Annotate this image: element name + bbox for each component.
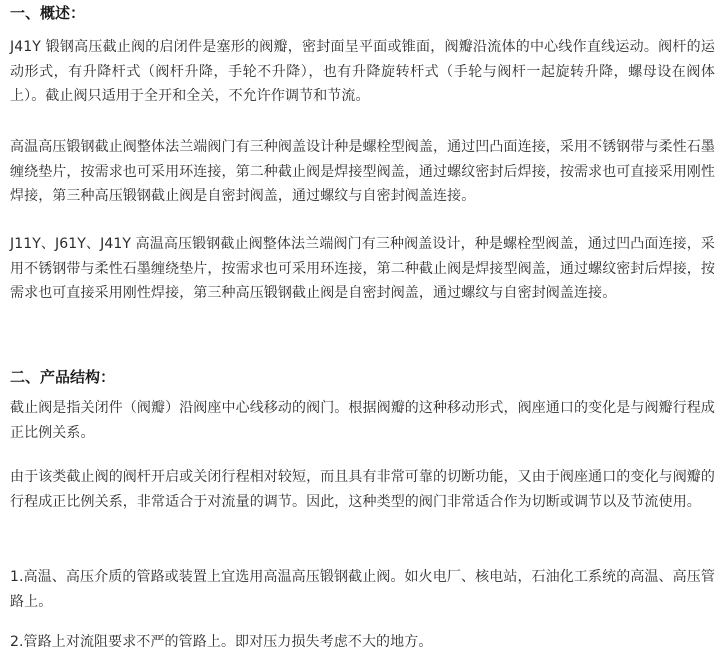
structure-heading: 二、产品结构： [10,368,116,386]
structure-paragraph-1: 截止阀是指关闭件（阀瓣）沿阀座中心线移动的阀门。根据阀瓣的这种移动形式，阀座通口的变化是与阀瓣行程成正比例关系。 [10,400,715,441]
structure-list-item-2: 2.管路上对流阻要求不严的管路上。即对压力损失考虑不大的地方。 [10,634,433,650]
overview-paragraph-2: 高温高压锻钢截止阀整体法兰端阀门有三种阀盖设计种是螺栓型阀盖，通过凹凸面连接，采用不锈钢带与柔性石墨缠绕垫片，按需求也可采用环连接，第二种截止阀是焊接型阀盖，通过螺纹密封后焊接，按需求也可直接采用刚性焊接，第三种高压锻钢截止阀是自密封阀盖，通过螺纹与自密封阀盖连接。 [10,139,715,204]
structure-paragraph-2: 由于该类截止阀的阀杆开启或关闭行程相对较短，而且具有非常可靠的切断功能，又由于阀座通口的变化与阀瓣的行程成正比例关系，非常适合于对流量的调节。因此，这种类型的阀门非常适合作为切断或调节以及节流使用。 [10,469,715,510]
structure-list-item-1: 1.高温、高压介质的管路或装置上宜选用高温高压锻钢截止阀。如火电厂、核电站，石油化工系统的高温、高压管路上。 [10,569,715,610]
overview-paragraph-1: J41Y 锻钢高压截止阀的启闭件是塞形的阀瓣，密封面呈平面或锥面，阀瓣沿流体的中心线作直线运动。阀杆的运动形式，有升降杆式（阀杆升降，手轮不升降），也有升降旋转杆式（手轮与阀杆一起旋转升降，螺母设在阀体上）。截止阀只适用于全开和全关，不允许作调节和节流。 [10,39,715,104]
overview-heading: 一、概述： [10,4,86,22]
overview-paragraph-3: J11Y、J61Y、J41Y 高温高压锻钢截止阀整体法兰端阀门有三种阀盖设计，种是螺栓型阀盖，通过凹凸面连接，采用不锈钢带与柔性石墨缠绕垫片，按需求也可采用环连接，第二种截止阀是焊接型阀盖，通过螺纹密封后焊接，按需求也可直接采用刚性焊接，第三种高压锻钢截止阀是自密封阀盖，通过螺纹与自密封阀盖连接。 [10,236,715,301]
